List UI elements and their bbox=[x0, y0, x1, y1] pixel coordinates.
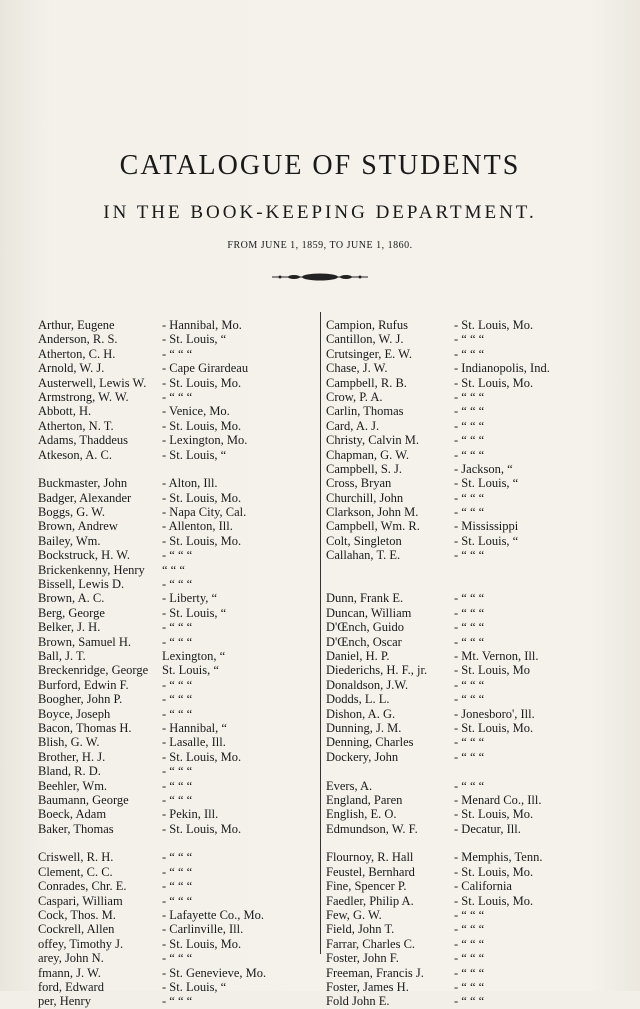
student-residence: - St. Louis, Mo. bbox=[162, 821, 242, 836]
student-name: Dodds, L. L. bbox=[326, 692, 390, 707]
student-residence: - “ “ “ bbox=[454, 548, 485, 563]
student-entry bbox=[326, 750, 616, 764]
student-entry bbox=[38, 448, 318, 462]
student-entry bbox=[326, 822, 616, 836]
student-entry bbox=[38, 707, 318, 721]
student-name: Card, A. J. bbox=[326, 418, 380, 433]
student-name: Brother, H. J. bbox=[38, 749, 106, 764]
student-name: Dunn, Frank E. bbox=[326, 591, 404, 606]
student-entry bbox=[326, 966, 616, 980]
student-name: Beehler, Wm. bbox=[38, 778, 108, 793]
student-entry bbox=[38, 376, 318, 390]
student-residence: - St. Louis, Mo. bbox=[162, 936, 242, 951]
student-name: Clement, C. C. bbox=[38, 864, 113, 879]
student-name: England, Paren bbox=[326, 792, 403, 807]
student-entry bbox=[38, 850, 318, 864]
student-residence: - “ “ “ bbox=[162, 346, 193, 361]
student-name: Chapman, G. W. bbox=[326, 447, 409, 462]
student-residence: - “ “ “ bbox=[454, 922, 485, 937]
student-entry bbox=[326, 692, 616, 706]
student-entry bbox=[38, 577, 318, 591]
student-name: Caspari, William bbox=[38, 893, 123, 908]
student-name: Christy, Calvin M. bbox=[326, 433, 419, 448]
student-entry bbox=[38, 922, 318, 936]
student-entry bbox=[38, 735, 318, 749]
student-name: Crutsinger, E. W. bbox=[326, 346, 412, 361]
section-gap bbox=[326, 836, 616, 850]
student-residence: - “ “ “ bbox=[162, 677, 193, 692]
student-name: Baumann, George bbox=[38, 792, 129, 807]
student-name: offey, Timothy J. bbox=[38, 936, 124, 951]
student-residence: - “ “ “ bbox=[162, 792, 193, 807]
section-gap bbox=[38, 462, 318, 476]
student-residence: - Memphis, Tenn. bbox=[454, 850, 543, 865]
student-name: Bailey, Wm. bbox=[38, 533, 101, 548]
student-residence: - “ “ “ bbox=[454, 936, 485, 951]
student-entry bbox=[326, 361, 616, 375]
student-entry bbox=[326, 735, 616, 749]
student-residence: - St. Genevieve, Mo. bbox=[162, 965, 267, 980]
student-entry bbox=[38, 404, 318, 418]
student-entry bbox=[326, 865, 616, 879]
student-residence: - “ “ “ bbox=[162, 864, 193, 879]
student-residence: - “ “ “ bbox=[162, 879, 193, 894]
student-name: Abbott, H. bbox=[38, 404, 92, 419]
student-name: Foster, James H. bbox=[326, 979, 409, 994]
student-name: Freeman, Francis J. bbox=[326, 965, 424, 980]
student-name: Criswell, R. H. bbox=[38, 850, 114, 865]
student-name: Few, G. W. bbox=[326, 908, 382, 923]
student-entry bbox=[38, 620, 318, 634]
student-entry bbox=[38, 491, 318, 505]
student-residence: - St. Louis, “ bbox=[162, 332, 227, 347]
student-residence: - Mississippi bbox=[454, 519, 519, 534]
student-residence: - St. Louis, “ bbox=[162, 447, 227, 462]
student-residence: - Cape Girardeau bbox=[162, 361, 249, 376]
student-name: Breckenridge, George bbox=[38, 663, 149, 678]
student-residence: - Pekin, Ill. bbox=[162, 807, 219, 822]
student-residence: - “ “ “ bbox=[454, 979, 485, 994]
student-residence: St. Louis, “ bbox=[162, 663, 219, 678]
student-residence: - “ “ “ bbox=[454, 346, 485, 361]
student-residence: - Venice, Mo. bbox=[162, 404, 230, 419]
student-name: Carlin, Thomas bbox=[326, 404, 404, 419]
student-name: Flournoy, R. Hall bbox=[326, 850, 414, 865]
student-entry bbox=[326, 850, 616, 864]
student-entry bbox=[326, 591, 616, 605]
student-entry bbox=[326, 448, 616, 462]
student-residence: “ “ “ bbox=[162, 562, 185, 577]
student-entry bbox=[38, 635, 318, 649]
student-residence: - Alton, Ill. bbox=[162, 476, 218, 491]
student-name: ford, Edward bbox=[38, 979, 104, 994]
student-name: Dockery, John bbox=[326, 749, 399, 764]
student-entry bbox=[326, 376, 616, 390]
student-residence: Lexington, “ bbox=[162, 648, 226, 663]
student-residence: - St. Louis, Mo. bbox=[454, 720, 534, 735]
student-residence: - Decatur, Ill. bbox=[454, 821, 521, 836]
student-name: Burford, Edwin F. bbox=[38, 677, 129, 692]
student-name: Campion, Rufus bbox=[326, 318, 408, 332]
student-residence: - St. Louis, Mo. bbox=[162, 375, 242, 390]
student-name: Daniel, H. P. bbox=[326, 648, 390, 663]
student-residence: - Lexington, Mo. bbox=[162, 433, 248, 448]
student-entry bbox=[38, 548, 318, 562]
student-residence: - Lasalle, Ill. bbox=[162, 735, 226, 750]
student-name: Cock, Thos. M. bbox=[38, 908, 116, 923]
student-name: Campbell, Wm. R. bbox=[326, 519, 420, 534]
student-residence: - “ “ “ bbox=[162, 577, 193, 592]
student-name: Feustel, Bernhard bbox=[326, 864, 415, 879]
student-entry bbox=[326, 779, 616, 793]
student-name: Evers, A. bbox=[326, 778, 373, 793]
student-entry bbox=[38, 750, 318, 764]
student-residence: - “ “ “ bbox=[162, 951, 193, 966]
student-entry bbox=[38, 879, 318, 893]
student-entry bbox=[38, 505, 318, 519]
student-residence: - St. Louis, Mo. bbox=[162, 533, 242, 548]
student-name: Clarkson, John M. bbox=[326, 505, 419, 520]
student-entry bbox=[326, 548, 616, 562]
student-name: Atherton, C. H. bbox=[38, 346, 116, 361]
section-gap bbox=[326, 577, 616, 591]
student-residence: - “ “ “ bbox=[454, 951, 485, 966]
student-residence: - St. Louis, Mo. bbox=[162, 749, 242, 764]
student-entry bbox=[38, 347, 318, 361]
student-entry bbox=[38, 793, 318, 807]
student-entry bbox=[38, 764, 318, 778]
student-residence: - “ “ “ bbox=[454, 994, 485, 1009]
student-entry bbox=[38, 692, 318, 706]
student-residence: - St. Louis, Mo. bbox=[454, 807, 534, 822]
student-residence: - “ “ “ bbox=[454, 908, 485, 923]
student-entry bbox=[326, 649, 616, 663]
student-residence: - Jackson, “ bbox=[454, 461, 513, 476]
student-residence: - “ “ “ bbox=[454, 389, 485, 404]
student-entry bbox=[326, 476, 616, 490]
student-entry bbox=[326, 707, 616, 721]
student-residence: - St. Louis, Mo. bbox=[162, 490, 242, 505]
student-residence: - Napa City, Cal. bbox=[162, 505, 247, 520]
student-name: Brown, Samuel H. bbox=[38, 634, 132, 649]
student-residence: - “ “ “ bbox=[162, 548, 193, 563]
student-name: Blish, G. W. bbox=[38, 735, 100, 750]
student-name: Austerwell, Lewis W. bbox=[38, 375, 147, 390]
student-residence: - “ “ “ bbox=[162, 692, 193, 707]
student-name: per, Henry bbox=[38, 994, 91, 1009]
student-list-left bbox=[38, 318, 318, 1009]
student-name: Boeck, Adam bbox=[38, 807, 107, 822]
student-name: D'Œnch, Guido bbox=[326, 620, 404, 635]
student-residence: - Allenton, Ill. bbox=[162, 519, 233, 534]
student-residence: - “ “ “ bbox=[454, 404, 485, 419]
student-name: Atkeson, A. C. bbox=[38, 447, 112, 462]
student-entry bbox=[326, 807, 616, 821]
student-name: Campbell, S. J. bbox=[326, 461, 403, 476]
student-entry bbox=[38, 534, 318, 548]
student-residence: - “ “ “ bbox=[454, 605, 485, 620]
student-residence: - Menard Co., Ill. bbox=[454, 792, 542, 807]
page-title: CATALOGUE OF STUDENTS bbox=[119, 150, 521, 181]
student-residence: - “ “ “ bbox=[162, 634, 193, 649]
student-residence: - “ “ “ bbox=[162, 850, 193, 865]
student-residence: - “ “ “ bbox=[162, 778, 193, 793]
student-name: Edmundson, W. F. bbox=[326, 821, 418, 836]
student-residence: - “ “ “ bbox=[454, 778, 485, 793]
student-residence: - “ “ “ bbox=[454, 418, 485, 433]
student-residence: - St. Louis, “ bbox=[162, 605, 227, 620]
student-residence: - “ “ “ bbox=[454, 749, 485, 764]
student-entry bbox=[326, 620, 616, 634]
student-name: Churchill, John bbox=[326, 490, 404, 505]
student-residence: - “ “ “ bbox=[162, 994, 193, 1009]
student-entry bbox=[38, 951, 318, 965]
student-name: Arthur, Eugene bbox=[38, 318, 115, 332]
student-residence: - “ “ “ bbox=[454, 634, 485, 649]
student-entry bbox=[326, 793, 616, 807]
student-residence: - “ “ “ bbox=[454, 677, 485, 692]
student-name: Badger, Alexander bbox=[38, 490, 132, 505]
column-divider bbox=[320, 312, 321, 954]
student-entry bbox=[38, 908, 318, 922]
student-entry bbox=[326, 678, 616, 692]
student-entry bbox=[326, 663, 616, 677]
student-entry bbox=[38, 332, 318, 346]
student-residence: - “ “ “ bbox=[162, 620, 193, 635]
student-entry bbox=[326, 894, 616, 908]
student-name: Cockrell, Allen bbox=[38, 922, 115, 937]
student-entry bbox=[326, 879, 616, 893]
student-name: Anderson, R. S. bbox=[38, 332, 118, 347]
student-name: Foster, John F. bbox=[326, 951, 399, 966]
student-entry bbox=[326, 937, 616, 951]
student-name: Farrar, Charles C. bbox=[326, 936, 416, 951]
student-residence: - St. Louis, Mo. bbox=[454, 864, 534, 879]
student-residence: - Hannibal, Mo. bbox=[162, 318, 242, 332]
section-gap bbox=[326, 563, 616, 577]
student-name: Bland, R. D. bbox=[38, 764, 101, 779]
student-entry bbox=[326, 390, 616, 404]
student-residence: - Carlinville, Ill. bbox=[162, 922, 244, 937]
student-name: Boggs, G. W. bbox=[38, 505, 106, 520]
student-entry bbox=[326, 951, 616, 965]
student-name: Brown, Andrew bbox=[38, 519, 118, 534]
student-entry bbox=[38, 591, 318, 605]
student-entry bbox=[38, 937, 318, 951]
student-name: Denning, Charles bbox=[326, 735, 414, 750]
student-entry bbox=[38, 649, 318, 663]
student-name: Armstrong, W. W. bbox=[38, 389, 129, 404]
student-entry bbox=[326, 922, 616, 936]
section-gap bbox=[326, 764, 616, 778]
page-subtitle: IN THE BOOK-KEEPING DEPARTMENT. bbox=[103, 202, 537, 223]
student-residence: - Mt. Vernon, Ill. bbox=[454, 648, 539, 663]
student-name: D'Œnch, Oscar bbox=[326, 634, 402, 649]
student-residence: - Lafayette Co., Mo. bbox=[162, 908, 265, 923]
student-name: Bacon, Thomas H. bbox=[38, 720, 132, 735]
student-entry bbox=[326, 318, 616, 332]
student-residence: - “ “ “ bbox=[454, 490, 485, 505]
student-name: Field, John T. bbox=[326, 922, 395, 937]
student-name: arey, John N. bbox=[38, 951, 104, 966]
student-entry bbox=[326, 505, 616, 519]
student-residence: - “ “ “ bbox=[162, 389, 193, 404]
student-residence: - “ “ “ bbox=[162, 706, 193, 721]
student-residence: - California bbox=[454, 879, 512, 894]
student-name: Conrades, Chr. E. bbox=[38, 879, 127, 894]
student-residence: - St. Louis, Mo. bbox=[162, 418, 242, 433]
student-entry bbox=[326, 419, 616, 433]
student-name: Chase, J. W. bbox=[326, 361, 388, 376]
student-entry bbox=[326, 519, 616, 533]
student-name: Bissell, Lewis D. bbox=[38, 577, 125, 592]
student-residence: - “ “ “ bbox=[454, 591, 485, 606]
student-entry bbox=[38, 865, 318, 879]
student-residence: - St. Louis, Mo. bbox=[454, 375, 534, 390]
student-entry bbox=[326, 980, 616, 994]
student-entry bbox=[38, 361, 318, 375]
student-name: Adams, Thaddeus bbox=[38, 433, 129, 448]
student-entry bbox=[38, 807, 318, 821]
student-name: Bockstruck, H. W. bbox=[38, 548, 131, 563]
student-entry bbox=[326, 433, 616, 447]
student-residence: - “ “ “ bbox=[454, 433, 485, 448]
student-name: Faedler, Philip A. bbox=[326, 893, 414, 908]
student-list-right bbox=[326, 318, 616, 1009]
student-residence: - “ “ “ bbox=[454, 447, 485, 462]
student-name: Ball, J. T. bbox=[38, 648, 86, 663]
student-entry bbox=[38, 779, 318, 793]
student-residence: - Indianopolis, Ind. bbox=[454, 361, 550, 376]
student-residence: - St. Louis, Mo. bbox=[454, 893, 534, 908]
student-entry bbox=[326, 534, 616, 548]
student-entry bbox=[38, 563, 318, 577]
student-entry bbox=[38, 678, 318, 692]
student-entry bbox=[38, 663, 318, 677]
student-entry bbox=[38, 822, 318, 836]
student-name: Brown, A. C. bbox=[38, 591, 105, 606]
date-range: FROM JUNE 1, 1859, TO JUNE 1, 1860. bbox=[227, 240, 413, 251]
student-residence: - “ “ “ bbox=[162, 893, 193, 908]
student-name: Arnold, W. J. bbox=[38, 361, 105, 376]
student-entry bbox=[38, 980, 318, 994]
student-residence: - “ “ “ bbox=[454, 965, 485, 980]
student-entry bbox=[326, 491, 616, 505]
student-name: Donaldson, J.W. bbox=[326, 677, 409, 692]
student-name: Colt, Singleton bbox=[326, 533, 402, 548]
student-residence: - “ “ “ bbox=[454, 692, 485, 707]
student-residence: - Hannibal, “ bbox=[162, 720, 227, 735]
student-residence: - “ “ “ bbox=[162, 764, 193, 779]
student-residence: - “ “ “ bbox=[454, 620, 485, 635]
student-entry bbox=[38, 476, 318, 490]
student-residence: - St. Louis, Mo. bbox=[454, 318, 534, 332]
student-entry bbox=[38, 894, 318, 908]
section-gap bbox=[38, 836, 318, 850]
student-residence: - St. Louis, “ bbox=[454, 533, 519, 548]
student-residence: - Liberty, “ bbox=[162, 591, 218, 606]
student-residence: - “ “ “ bbox=[454, 735, 485, 750]
student-name: Callahan, T. E. bbox=[326, 548, 401, 563]
student-entry bbox=[326, 462, 616, 476]
student-name: Belker, J. H. bbox=[38, 620, 101, 635]
student-residence: - St. Louis, “ bbox=[162, 979, 227, 994]
student-residence: - “ “ “ bbox=[454, 505, 485, 520]
student-entry bbox=[38, 966, 318, 980]
student-name: Berg, George bbox=[38, 605, 105, 620]
ornament-divider-icon bbox=[270, 270, 370, 284]
student-name: Duncan, William bbox=[326, 605, 412, 620]
student-entry bbox=[326, 332, 616, 346]
student-name: Dunning, J. M. bbox=[326, 720, 402, 735]
student-entry bbox=[326, 994, 616, 1008]
student-entry bbox=[38, 519, 318, 533]
student-name: Fold John E. bbox=[326, 994, 390, 1009]
student-name: Crow, P. A. bbox=[326, 389, 383, 404]
student-residence: - St. Louis, “ bbox=[454, 476, 519, 491]
student-entry bbox=[326, 908, 616, 922]
student-name: Boyce, Joseph bbox=[38, 706, 111, 721]
student-entry bbox=[326, 635, 616, 649]
student-name: English, E. O. bbox=[326, 807, 397, 822]
student-name: Brickenkenny, Henry bbox=[38, 562, 145, 577]
student-entry bbox=[38, 390, 318, 404]
student-entry bbox=[326, 606, 616, 620]
student-entry bbox=[38, 433, 318, 447]
student-entry bbox=[38, 419, 318, 433]
student-name: Boogher, John P. bbox=[38, 692, 123, 707]
student-name: Diederichs, H. F., jr. bbox=[326, 663, 428, 678]
student-entry bbox=[38, 318, 318, 332]
student-residence: - Jonesboro', Ill. bbox=[454, 706, 535, 721]
student-entry bbox=[326, 347, 616, 361]
student-entry bbox=[326, 404, 616, 418]
student-name: Campbell, R. B. bbox=[326, 375, 407, 390]
student-entry bbox=[38, 721, 318, 735]
student-entry bbox=[38, 994, 318, 1008]
student-name: Cantillon, W. J. bbox=[326, 332, 404, 347]
student-entry bbox=[326, 721, 616, 735]
student-name: Buckmaster, John bbox=[38, 476, 128, 491]
student-name: Fine, Spencer P. bbox=[326, 879, 407, 894]
student-name: Dishon, A. G. bbox=[326, 706, 396, 721]
student-name: Baker, Thomas bbox=[38, 821, 114, 836]
student-residence: - St. Louis, Mo bbox=[454, 663, 531, 678]
student-name: fmann, J. W. bbox=[38, 965, 101, 980]
student-entry bbox=[38, 606, 318, 620]
student-residence: - “ “ “ bbox=[454, 332, 485, 347]
student-name: Atherton, N. T. bbox=[38, 418, 114, 433]
student-name: Cross, Bryan bbox=[326, 476, 392, 491]
